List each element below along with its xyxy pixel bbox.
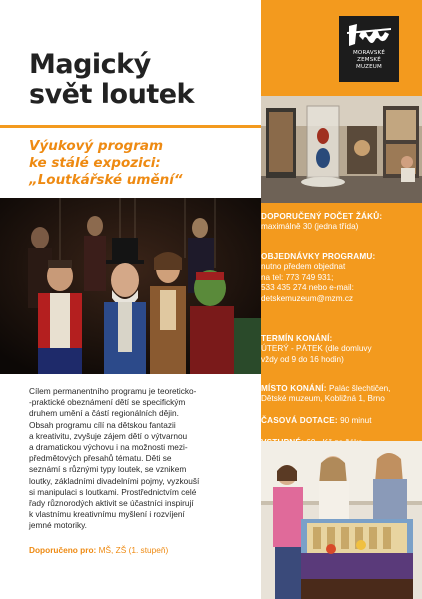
duration-block — [261, 416, 417, 426]
place-value-1: Palác šlechtičen, — [328, 384, 391, 393]
description-line: si manipulaci s loutkami. Prostřednictvím celé — [29, 486, 197, 497]
exhibition-photo — [261, 96, 422, 203]
program-subtitle — [29, 138, 254, 189]
students-block — [261, 212, 417, 233]
order-block — [261, 252, 417, 304]
logo-line-1: MORAVSKÉ — [352, 50, 386, 56]
description-line: k vlastnímu kreativnímu myšlení i rozvíjení — [29, 509, 185, 520]
description-line: a kreativitu, zvyšuje zájem dětí o výtvarnou — [29, 430, 188, 441]
description-line: -praktické obeznámení dětí se specifickým — [29, 397, 186, 408]
program-description — [29, 386, 253, 532]
museum-logo — [339, 16, 399, 82]
description-line: Cílem permanentního programu je teoreticko- — [29, 386, 197, 396]
recommended-value: MŠ, ZŠ (1. stupeň) — [98, 545, 169, 555]
description-line: řady různorodých aktivit se účastníci inspirují — [29, 498, 194, 509]
orange-divider — [0, 125, 261, 128]
puppets-photo — [0, 198, 261, 374]
order-line-3: 533 435 274 nebo e-mail: — [261, 283, 354, 293]
description-line: jemné motoriky. — [29, 520, 87, 531]
museum-mark-icon — [345, 22, 393, 48]
students-value: maximálně 30 (jedna třída) — [261, 222, 359, 232]
duration-value: 90 minut — [340, 416, 372, 425]
subtitle-line-1: Výukový program — [29, 138, 164, 154]
title-line-1: Magický — [29, 49, 151, 80]
place-block — [261, 384, 417, 405]
recommended-for — [29, 545, 168, 555]
workshop-photo — [261, 441, 422, 599]
place-value-2: Dětské muzeum, Kobližná 1, Brno — [261, 394, 385, 404]
description-line: druhem umění a částí regionálních dějin. — [29, 408, 179, 419]
logo-line-2: ZEMSKÉ — [357, 57, 381, 63]
description-line: seznámí s různými typy loutek, se vznikem — [29, 464, 187, 475]
order-line-2: na tel: 773 749 931; — [261, 272, 334, 282]
duration-label: ČASOVÁ DOTACE: — [261, 416, 338, 425]
date-line-1: ÚTERÝ - PÁTEK (dle domluvy — [261, 344, 372, 354]
order-line-1: nutno předem objednat — [261, 262, 346, 272]
description-line: Obsah programu cílí na dětskou fantazii — [29, 419, 176, 430]
students-label: DOPORUČENÝ POČET ŽÁKŮ: — [261, 212, 383, 221]
date-line-2: vždy od 9 do 16 hodin) — [261, 354, 344, 364]
place-label: MÍSTO KONÁNÍ: — [261, 384, 327, 393]
description-line: a dramatickou výchovu i na možnosti mezi- — [29, 442, 188, 453]
page-title — [29, 50, 229, 110]
title-line-2: svět loutek — [29, 79, 194, 110]
description-line: loutky, základními divadelními pojmy, vyzkouší — [29, 475, 200, 486]
logo-line-3: MUZEUM — [356, 64, 382, 70]
description-line: předmětových přesahů tématu. Děti se — [29, 453, 172, 464]
recommended-label: Doporučeno pro: — [29, 545, 97, 555]
date-label: TERMÍN KONÁNÍ: — [261, 334, 333, 343]
order-label: OBJEDNÁVKY PROGRAMU: — [261, 252, 376, 261]
subtitle-line-2: ke stálé expozici: — [29, 155, 161, 171]
order-email-link[interactable]: detskemuzeum@mzm.cz — [261, 293, 354, 303]
museum-logo-text — [339, 50, 399, 71]
subtitle-line-3: „Loutkářské umění“ — [29, 172, 183, 188]
date-block — [261, 334, 417, 365]
